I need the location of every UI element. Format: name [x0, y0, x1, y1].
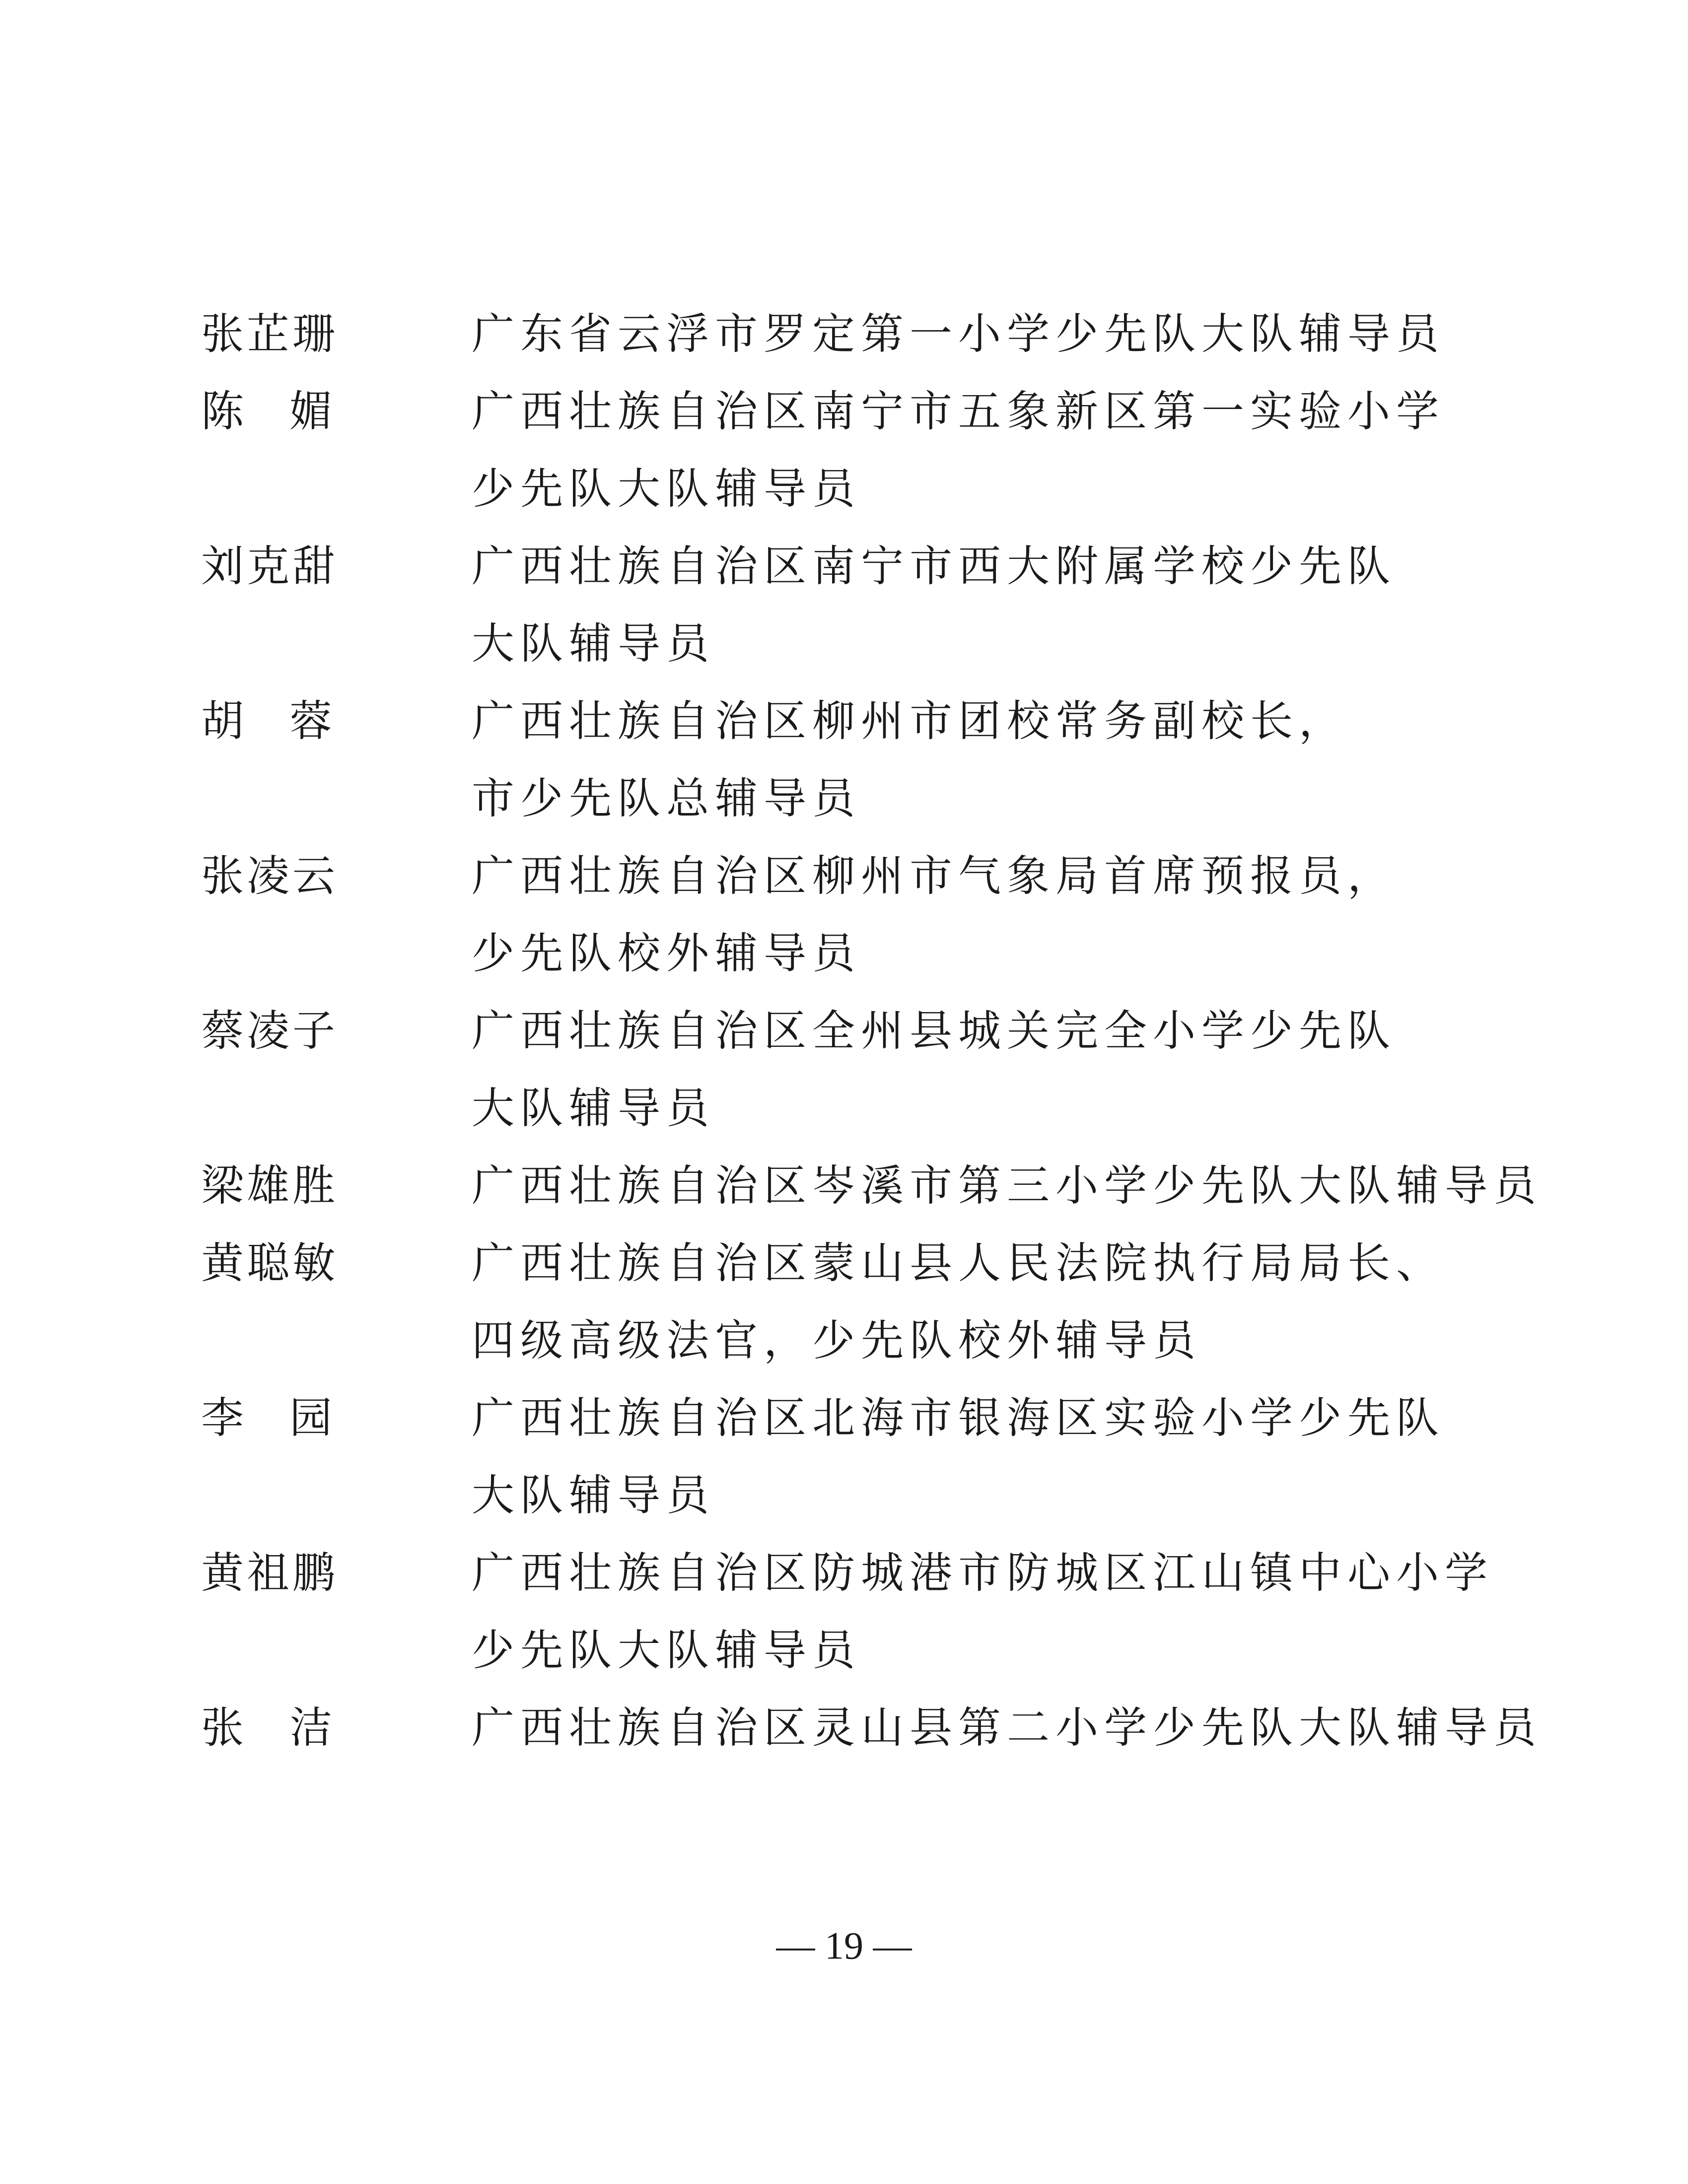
title-line: 市少先队总辅导员 — [472, 774, 861, 823]
name-char: 陈 — [201, 387, 247, 436]
title-line: 少先队大队辅导员 — [472, 464, 861, 514]
title-line: 广西壮族自治区南宁市五象新区第一实验小学 — [472, 387, 1445, 436]
title-line: 广西壮族自治区岑溪市第三小学少先队大队辅导员 — [472, 1161, 1542, 1211]
title-line: 广西壮族自治区柳州市气象局首席预报员， — [472, 851, 1396, 901]
person-title — [472, 1379, 1492, 1534]
person-name — [201, 682, 335, 760]
list-item — [201, 1225, 1492, 1379]
person-name: 梁雄胜 — [201, 1161, 338, 1211]
list-item — [201, 295, 1492, 373]
title-line: 广西壮族自治区北海市银海区实验小学少先队 — [472, 1393, 1445, 1443]
person-name: 蔡凌子 — [201, 1006, 338, 1056]
name-char: 媚 — [289, 387, 335, 436]
title-line: 广西壮族自治区防城港市防城区江山镇中心小学 — [472, 1548, 1493, 1598]
person-title — [472, 837, 1492, 992]
title-line: 广西壮族自治区蒙山县人民法院执行局局长、 — [472, 1238, 1445, 1288]
list-item — [201, 1689, 1542, 1767]
person-title — [472, 1225, 1492, 1379]
list-item — [201, 837, 1492, 992]
list-item — [201, 1147, 1542, 1225]
name-char: 蓉 — [289, 696, 335, 746]
person-title — [472, 373, 1492, 528]
title-line: 少先队校外辅导员 — [472, 929, 861, 978]
name-char: 李 — [201, 1393, 247, 1443]
person-title — [472, 1689, 1542, 1767]
title-line: 广西壮族自治区全州县城关完全小学少先队 — [472, 1006, 1396, 1056]
person-name: 黄祖鹏 — [201, 1548, 338, 1598]
title-line: 广东省云浮市罗定第一小学少先队大队辅导员 — [472, 309, 1445, 359]
title-line: 大队辅导员 — [472, 619, 715, 669]
person-title — [472, 1534, 1493, 1689]
title-line: 少先队大队辅导员 — [472, 1626, 861, 1675]
page-number: — 19 — — [776, 1924, 912, 1967]
name-char: 园 — [289, 1393, 335, 1443]
person-title — [472, 295, 1492, 373]
list-item — [201, 528, 1492, 682]
title-line: 广西壮族自治区柳州市团校常务副校长， — [472, 696, 1347, 746]
person-name — [201, 1689, 335, 1767]
name-char: 张 — [201, 1703, 247, 1753]
name-char: 胡 — [201, 696, 247, 746]
person-name: 黄聪敏 — [201, 1238, 338, 1288]
list-item — [201, 373, 1492, 528]
person-name: 刘克甜 — [201, 542, 338, 591]
title-line: 大队辅导员 — [472, 1471, 715, 1520]
person-name — [201, 1379, 335, 1457]
list-item — [201, 682, 1492, 837]
title-line: 四级高级法官，少先队校外辅导员 — [472, 1316, 1201, 1365]
title-line: 广西壮族自治区南宁市西大附属学校少先队 — [472, 542, 1396, 591]
title-line: 广西壮族自治区灵山县第二小学少先队大队辅导员 — [472, 1703, 1542, 1753]
person-title — [472, 682, 1492, 837]
list-item — [201, 992, 1492, 1147]
person-name: 张芷珊 — [201, 309, 338, 359]
person-title — [472, 992, 1492, 1147]
person-name — [201, 373, 335, 450]
person-title — [472, 528, 1492, 682]
name-char: 洁 — [289, 1703, 335, 1753]
person-name: 张凌云 — [201, 851, 338, 901]
honoree-list — [201, 295, 1542, 1767]
list-item — [201, 1379, 1492, 1534]
list-item — [201, 1534, 1492, 1689]
title-line: 大队辅导员 — [472, 1084, 715, 1133]
person-title — [472, 1147, 1542, 1225]
